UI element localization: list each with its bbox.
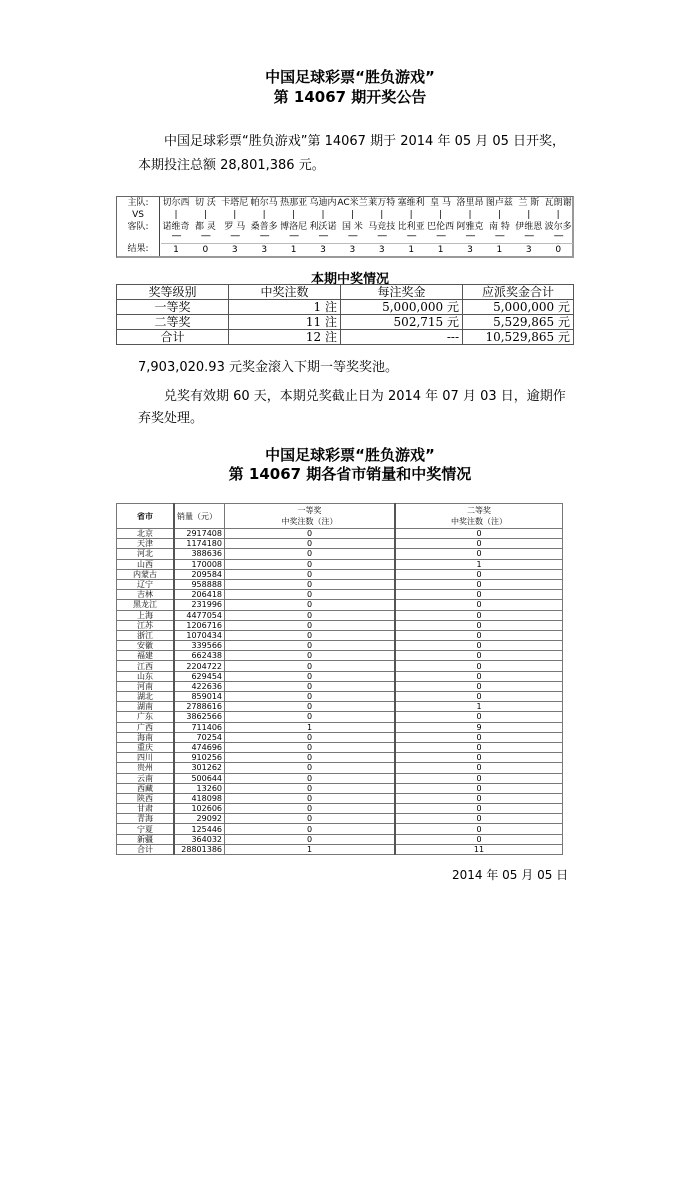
first-prize-count: 0 [225, 569, 396, 579]
vs-mark: | [233, 210, 237, 220]
vs-mark: | [350, 210, 354, 220]
match-column [249, 197, 279, 256]
vs-mark: | [203, 210, 207, 220]
match-result: 3 [337, 243, 367, 256]
province-row [117, 661, 563, 671]
province-row [117, 620, 563, 630]
match-result: 1 [279, 243, 309, 256]
match-column [337, 197, 367, 256]
prize-header: 中奖注数 [229, 285, 341, 300]
match-column [543, 197, 573, 256]
province-name: 天津 [117, 539, 175, 549]
match-column [190, 197, 220, 256]
home-team: 帕尔马 [250, 198, 278, 208]
province-row [117, 783, 563, 793]
match-table-divider [159, 197, 160, 256]
match-result: 3 [249, 243, 279, 256]
prize-per-bet: --- [341, 330, 463, 345]
first-prize-header-line1: 一等奖 [297, 506, 322, 515]
away-team: 比利亚 [397, 222, 425, 232]
match-column [161, 197, 191, 256]
province-row [117, 773, 563, 783]
dash-line: ---- [436, 231, 446, 241]
second-prize-count: 0 [395, 692, 563, 702]
province-subtitle: 第 14067 期各省市销量和中奖情况 [228, 465, 472, 483]
home-team: 洛里昂 [456, 198, 484, 208]
province-sales: 70254 [174, 732, 225, 742]
province-sales: 1206716 [174, 620, 225, 630]
province-name: 广东 [117, 712, 175, 722]
away-team: 阿雅克 [456, 222, 484, 232]
province-name: 吉林 [117, 590, 175, 600]
announcement-subtitle: 第 14067 期开奖公告 [273, 88, 427, 106]
match-column [220, 197, 250, 256]
match-result: 3 [514, 243, 544, 256]
away-team: 都 灵 [194, 222, 216, 232]
second-prize-count: 0 [395, 814, 563, 824]
first-prize-count: 0 [225, 732, 396, 742]
province-sales: 102606 [174, 804, 225, 814]
match-result: 3 [308, 243, 338, 256]
first-prize-count: 1 [225, 722, 396, 732]
prize-header-row [117, 285, 574, 300]
dash-line: ---- [465, 231, 475, 241]
home-team: 乌迪内 [309, 198, 337, 208]
province-name: 西藏 [117, 783, 175, 793]
province-row [117, 529, 563, 539]
second-prize-count: 0 [395, 549, 563, 559]
away-team: 桑普多 [250, 222, 278, 232]
province-row [117, 539, 563, 549]
dash-line: ---- [494, 231, 504, 241]
province-row [117, 590, 563, 600]
away-label: 客队: [127, 222, 149, 232]
province-row [117, 559, 563, 569]
second-prize-count: 0 [395, 732, 563, 742]
second-prize-header [395, 504, 563, 529]
match-column [455, 197, 485, 256]
province-name: 江苏 [117, 620, 175, 630]
province-sales: 231996 [174, 600, 225, 610]
prize-count: 11 注 [229, 315, 341, 330]
province-sales: 1174180 [174, 539, 225, 549]
second-prize-count: 0 [395, 671, 563, 681]
first-prize-count: 0 [225, 681, 396, 691]
away-team: 南 特 [488, 222, 510, 232]
first-prize-count: 0 [225, 600, 396, 610]
province-table [116, 503, 563, 855]
away-team: 罗 马 [224, 222, 246, 232]
first-prize-count: 0 [225, 610, 396, 620]
first-prize-count: 0 [225, 579, 396, 589]
dash-line: ---- [406, 231, 416, 241]
home-team: 切 沃 [194, 198, 216, 208]
province-row [117, 569, 563, 579]
dash-line: ---- [347, 231, 357, 241]
province-name: 新疆 [117, 834, 175, 844]
province-name: 辽宁 [117, 579, 175, 589]
province-sales: 711406 [174, 722, 225, 732]
province-row [117, 844, 563, 854]
prize-row [117, 330, 574, 345]
province-row [117, 763, 563, 773]
province-sales: 958888 [174, 579, 225, 589]
second-prize-count: 0 [395, 569, 563, 579]
prize-count: 12 注 [229, 330, 341, 345]
vs-mark: | [497, 210, 501, 220]
first-prize-count: 0 [225, 773, 396, 783]
second-prize-header-line1: 二等奖 [467, 506, 491, 515]
province-name: 北京 [117, 529, 175, 539]
province-header-row [117, 504, 563, 529]
match-column [279, 197, 309, 256]
dash-line: ---- [553, 231, 563, 241]
home-team: 兰 斯 [518, 198, 540, 208]
prize-row [117, 300, 574, 315]
away-team: 波尔多 [544, 222, 572, 232]
province-title: 中国足球彩票“胜负游戏” [265, 446, 435, 464]
first-prize-count: 0 [225, 590, 396, 600]
province-sales: 170008 [174, 559, 225, 569]
second-prize-count: 0 [395, 651, 563, 661]
province-sales: 2917408 [174, 529, 225, 539]
away-team: 巴伦西 [427, 222, 455, 232]
second-prize-count: 0 [395, 579, 563, 589]
province-sales: 422636 [174, 681, 225, 691]
match-column [396, 197, 426, 256]
first-prize-count: 1 [225, 844, 396, 854]
province-sales: 1070434 [174, 630, 225, 640]
away-team: 诺维奇 [162, 222, 190, 232]
province-row [117, 641, 563, 651]
second-prize-count: 0 [395, 804, 563, 814]
prize-header: 每注奖金 [341, 285, 463, 300]
province-sales: 2788616 [174, 702, 225, 712]
match-result: 3 [367, 243, 397, 256]
first-prize-count: 0 [225, 661, 396, 671]
province-name: 河北 [117, 549, 175, 559]
sales-header: 销量（元） [174, 504, 225, 529]
match-result: 1 [426, 243, 456, 256]
province-name: 河南 [117, 681, 175, 691]
match-result: 1 [396, 243, 426, 256]
vs-mark: | [174, 210, 178, 220]
match-result: 1 [484, 243, 514, 256]
second-prize-count: 0 [395, 590, 563, 600]
province-sales: 418098 [174, 793, 225, 803]
away-team: 伊维恩 [515, 222, 543, 232]
first-prize-count: 0 [225, 539, 396, 549]
province-row [117, 722, 563, 732]
province-sales: 2204722 [174, 661, 225, 671]
province-name: 山西 [117, 559, 175, 569]
province-sales: 3862566 [174, 712, 225, 722]
province-table-body [117, 529, 563, 855]
vs-mark: | [380, 210, 384, 220]
province-row [117, 630, 563, 640]
vs-label: VS [132, 210, 144, 220]
province-name: 浙江 [117, 630, 175, 640]
second-prize-count: 0 [395, 539, 563, 549]
second-prize-count: 0 [395, 681, 563, 691]
second-prize-count: 11 [395, 844, 563, 854]
province-sales: 13260 [174, 783, 225, 793]
province-sales: 301262 [174, 763, 225, 773]
province-sales: 662438 [174, 651, 225, 661]
home-team: 图卢兹 [485, 198, 513, 208]
province-row [117, 834, 563, 844]
match-result: 3 [220, 243, 250, 256]
dash-line: ---- [524, 231, 534, 241]
first-prize-count: 0 [225, 793, 396, 803]
province-sales: 388636 [174, 549, 225, 559]
province-sales: 364032 [174, 834, 225, 844]
prize-table [116, 284, 574, 345]
match-column [367, 197, 397, 256]
prize-header: 应派奖金合计 [463, 285, 574, 300]
first-prize-count: 0 [225, 834, 396, 844]
province-row [117, 579, 563, 589]
vs-mark: | [468, 210, 472, 220]
prize-total: 5,529,865 元 [463, 315, 574, 330]
validity-text: 兑奖有效期 60 天，本期兑奖截止日为 2014 年 07 月 03 日，逾期作弃奖处理。 [138, 389, 566, 426]
home-team: AC米兰 [337, 198, 368, 208]
first-prize-count: 0 [225, 641, 396, 651]
province-name: 山东 [117, 671, 175, 681]
first-prize-count: 0 [225, 783, 396, 793]
prize-row [117, 315, 574, 330]
first-prize-count: 0 [225, 763, 396, 773]
first-prize-count: 0 [225, 671, 396, 681]
vs-mark: | [527, 210, 531, 220]
vs-mark: | [321, 210, 325, 220]
match-result: 1 [161, 243, 191, 256]
prize-level: 二等奖 [117, 315, 229, 330]
province-row [117, 671, 563, 681]
away-team: 利沃诺 [309, 222, 337, 232]
province-sales: 125446 [174, 824, 225, 834]
first-prize-count: 0 [225, 630, 396, 640]
match-column [308, 197, 338, 256]
second-prize-count: 0 [395, 824, 563, 834]
second-prize-count: 0 [395, 763, 563, 773]
second-prize-count: 9 [395, 722, 563, 732]
match-result: 0 [543, 243, 573, 256]
result-label: 结果: [127, 244, 149, 254]
first-prize-count: 0 [225, 742, 396, 752]
first-prize-count: 0 [225, 651, 396, 661]
province-sales: 629454 [174, 671, 225, 681]
province-row [117, 702, 563, 712]
match-result: 0 [190, 243, 220, 256]
second-prize-count: 0 [395, 661, 563, 671]
province-sales: 28801386 [174, 844, 225, 854]
second-prize-count: 0 [395, 773, 563, 783]
dash-line: ---- [259, 231, 269, 241]
intro-paragraph: 中国足球彩票“胜负游戏”第 14067 期于 2014 年 05 月 05 日开奖，本期投注总额 28,801,386 元。 [138, 134, 566, 173]
province-name: 四川 [117, 753, 175, 763]
second-prize-count: 0 [395, 610, 563, 620]
first-prize-count: 0 [225, 620, 396, 630]
province-name: 福建 [117, 651, 175, 661]
province-sales: 209584 [174, 569, 225, 579]
second-prize-count: 0 [395, 712, 563, 722]
province-row [117, 692, 563, 702]
province-row [117, 651, 563, 661]
second-prize-count: 0 [395, 742, 563, 752]
home-team: 塞维利 [397, 198, 425, 208]
prize-total: 5,000,000 元 [463, 300, 574, 315]
province-header: 省市 [117, 504, 175, 529]
first-prize-count: 0 [225, 559, 396, 569]
first-prize-header [225, 504, 396, 529]
prize-header: 奖等级别 [117, 285, 229, 300]
province-name: 云南 [117, 773, 175, 783]
province-row [117, 712, 563, 722]
province-name: 重庆 [117, 742, 175, 752]
home-team: 热那亚 [280, 198, 308, 208]
dash-line: ---- [230, 231, 240, 241]
home-label: 主队: [127, 198, 149, 208]
home-team: 皇 马 [430, 198, 452, 208]
first-prize-count: 0 [225, 804, 396, 814]
dash-line: ---- [377, 231, 387, 241]
province-row [117, 753, 563, 763]
home-team: 切尔西 [162, 198, 190, 208]
second-prize-count: 1 [395, 702, 563, 712]
second-prize-count: 0 [395, 620, 563, 630]
vs-mark: | [556, 210, 560, 220]
second-prize-count: 1 [395, 559, 563, 569]
second-prize-count: 0 [395, 641, 563, 651]
match-column [514, 197, 544, 256]
province-sales: 474696 [174, 742, 225, 752]
province-sales: 500644 [174, 773, 225, 783]
first-prize-count: 0 [225, 692, 396, 702]
first-prize-count: 0 [225, 814, 396, 824]
province-sales: 29092 [174, 814, 225, 824]
home-team: 莱万特 [368, 198, 396, 208]
announcement-title: 中国足球彩票“胜负游戏” [265, 68, 435, 86]
province-name: 海南 [117, 732, 175, 742]
province-name: 黑龙江 [117, 600, 175, 610]
province-name: 陕西 [117, 793, 175, 803]
province-sales: 910256 [174, 753, 225, 763]
province-name: 青海 [117, 814, 175, 824]
province-row [117, 600, 563, 610]
province-name: 湖南 [117, 702, 175, 712]
first-prize-count: 0 [225, 712, 396, 722]
vs-mark: | [439, 210, 443, 220]
first-prize-count: 0 [225, 702, 396, 712]
vs-mark: | [409, 210, 413, 220]
province-name: 甘肃 [117, 804, 175, 814]
dash-line: ---- [318, 231, 328, 241]
province-row [117, 549, 563, 559]
province-sales: 4477054 [174, 610, 225, 620]
prize-total: 10,529,865 元 [463, 330, 574, 345]
second-prize-count: 0 [395, 630, 563, 640]
match-column [426, 197, 456, 256]
second-prize-count: 0 [395, 753, 563, 763]
match-column [484, 197, 514, 256]
dash-line: ---- [200, 231, 210, 241]
vs-mark: | [262, 210, 266, 220]
province-sales: 859014 [174, 692, 225, 702]
province-row [117, 793, 563, 803]
province-name: 上海 [117, 610, 175, 620]
second-prize-count: 0 [395, 600, 563, 610]
first-prize-count: 0 [225, 529, 396, 539]
province-name: 内蒙古 [117, 569, 175, 579]
dash-line: ---- [171, 231, 181, 241]
first-prize-header-line2: 中奖注数（注） [281, 517, 338, 526]
vs-mark: | [292, 210, 296, 220]
province-name: 湖北 [117, 692, 175, 702]
prize-per-bet: 502,715 元 [341, 315, 463, 330]
second-prize-header-line2: 中奖注数（注） [451, 517, 507, 526]
province-name: 宁夏 [117, 824, 175, 834]
province-name: 合计 [117, 844, 175, 854]
province-row [117, 681, 563, 691]
province-row [117, 824, 563, 834]
prize-count: 1 注 [229, 300, 341, 315]
dash-line: ---- [289, 231, 299, 241]
prize-per-bet: 5,000,000 元 [341, 300, 463, 315]
province-sales: 339566 [174, 641, 225, 651]
prize-level: 一等奖 [117, 300, 229, 315]
province-name: 安徽 [117, 641, 175, 651]
province-row [117, 742, 563, 752]
province-sales: 206418 [174, 590, 225, 600]
second-prize-count: 0 [395, 834, 563, 844]
away-team: 马竞技 [368, 222, 396, 232]
away-team: 国 米 [341, 222, 363, 232]
rollover-text: 7,903,020.93 元奖金滚入下期一等奖奖池。 [138, 360, 398, 375]
second-prize-count: 0 [395, 529, 563, 539]
province-row [117, 610, 563, 620]
province-row [117, 804, 563, 814]
prize-level: 合计 [117, 330, 229, 345]
match-result: 3 [455, 243, 485, 256]
province-name: 贵州 [117, 763, 175, 773]
first-prize-count: 0 [225, 824, 396, 834]
province-name: 江西 [117, 661, 175, 671]
province-row [117, 814, 563, 824]
home-team: 卡塔尼 [221, 198, 249, 208]
home-team: 瓦朗谢 [544, 198, 572, 208]
footer-date: 2014 年 05 月 05 日 [452, 868, 569, 882]
second-prize-count: 0 [395, 783, 563, 793]
first-prize-count: 0 [225, 753, 396, 763]
province-row [117, 732, 563, 742]
away-team: 博洛尼 [280, 222, 308, 232]
first-prize-count: 0 [225, 549, 396, 559]
match-table [116, 196, 574, 258]
province-name: 广西 [117, 722, 175, 732]
second-prize-count: 0 [395, 793, 563, 803]
prize-caption: 本期中奖情况 [310, 272, 389, 287]
